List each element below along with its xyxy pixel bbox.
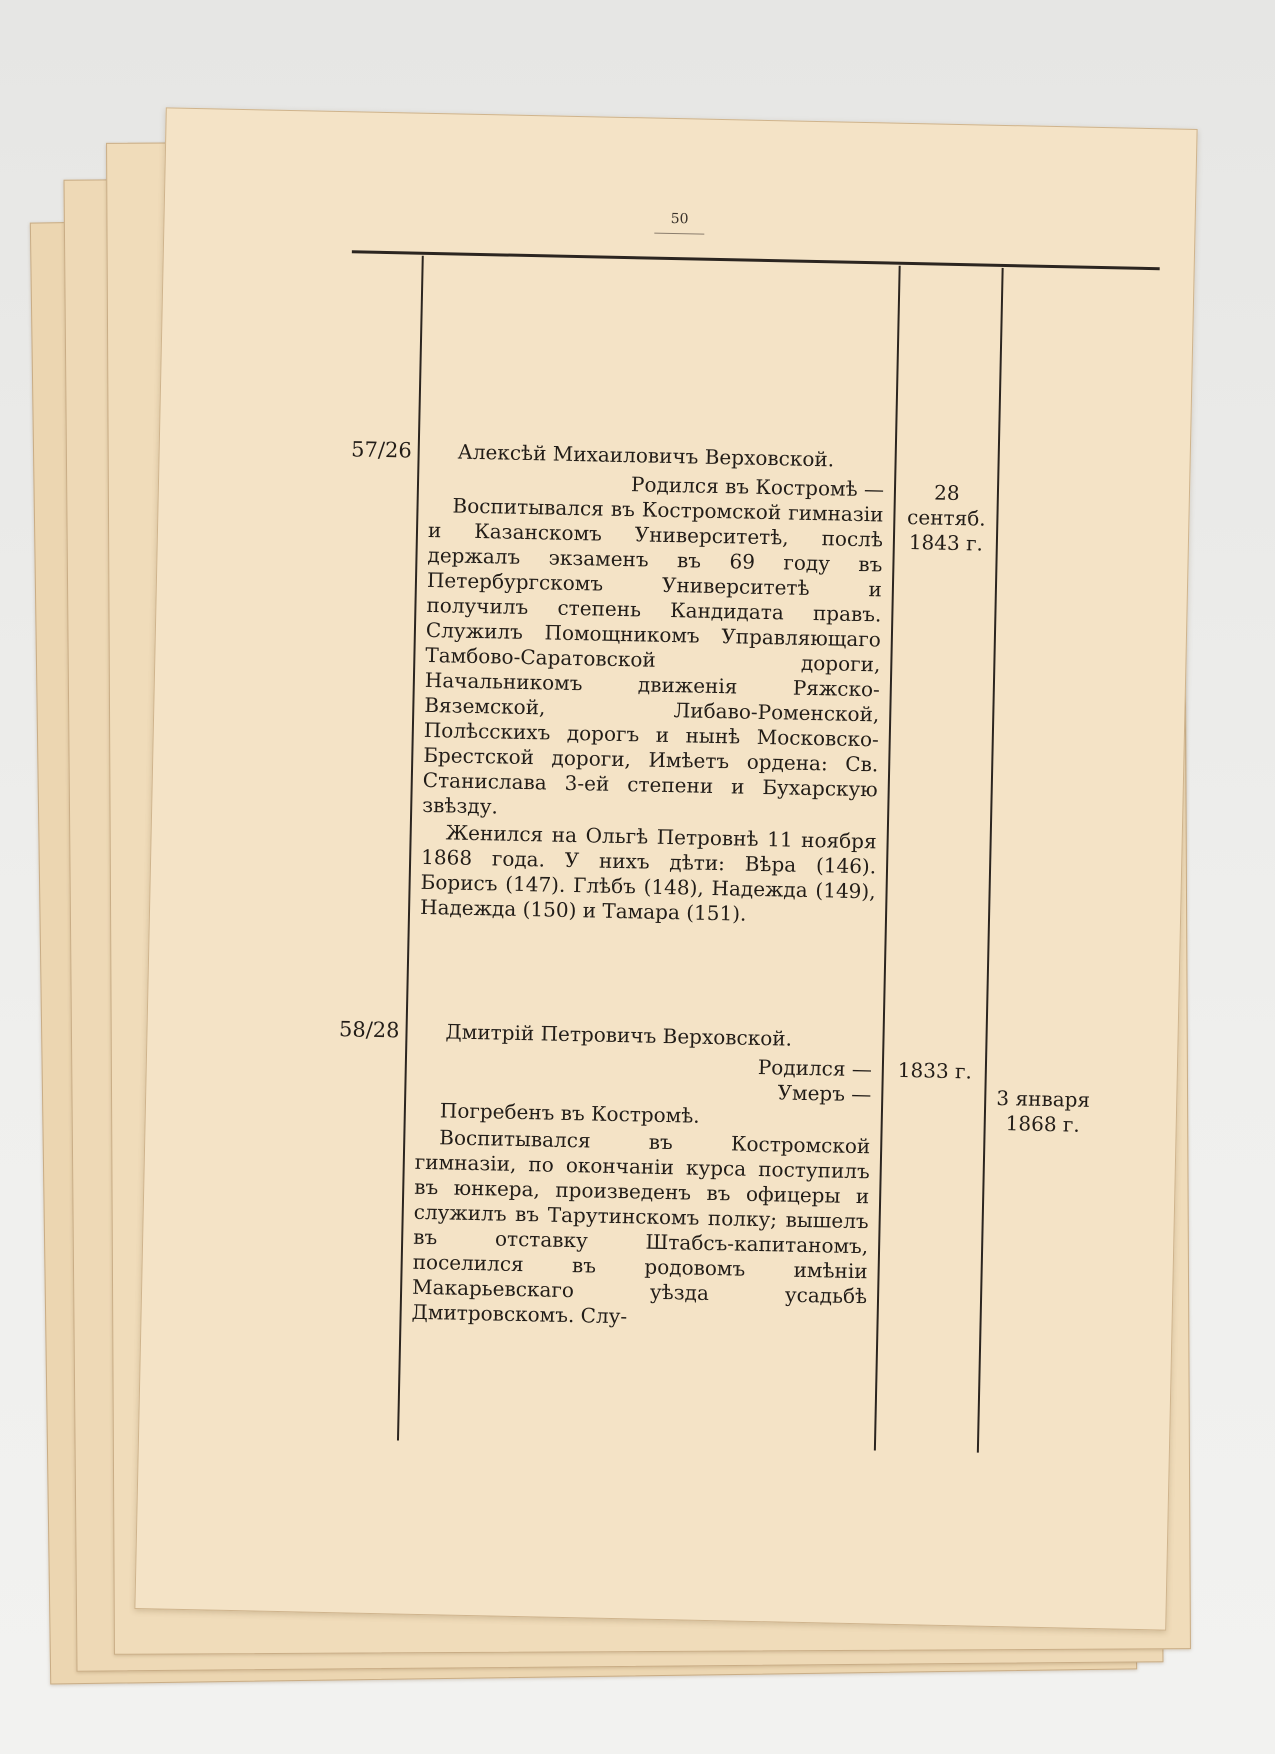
- birth-date: [896, 480, 998, 557]
- book-page: [134, 107, 1197, 1630]
- death-date: [987, 1086, 1098, 1138]
- born-label: Родился въ Костромѣ —: [630, 472, 885, 502]
- entry-body: [420, 439, 885, 929]
- entry-number: 58/28: [338, 1017, 400, 1043]
- table-header-rule: [352, 250, 1160, 270]
- biography-paragraph: Воспитывался въ Костромской гимназіи, по окончаніи курса поступилъ въ юнкера, произведенъ въ офицеры и служилъ въ Тарутинскомъ полку; вышелъ въ отставку Штабсъ-капитаномъ, поселился въ родовомъ имѣніи Макарьевскаго уѣзда усадьбѣ Дмитровскомъ. Слу-: [411, 1125, 871, 1329]
- biography-paragraph: Погребенъ въ Костромѣ.: [439, 1098, 700, 1128]
- biography-paragraph: Женился на Ольгѣ Петровнѣ 11 ноября 1868 года. У нихъ дѣти: Вѣра (146). Борисъ (147). Глѣбъ (148), Надежда (149), Надежда (150) и Тамара (151).: [419, 820, 877, 926]
- born-label: Родился —: [757, 1054, 873, 1082]
- entry-body: [411, 1019, 872, 1334]
- page-number: 50: [164, 200, 1194, 245]
- person-name: Алексѣй Михаиловичъ Верховской.: [457, 439, 835, 472]
- column-divider-text: [874, 266, 901, 1451]
- column-divider-birth-date: [977, 268, 1004, 1453]
- biography-paragraph: Воспитывался въ Костромской гимназіи и Казанскомъ Университетѣ, послѣ держалъ экзаменъ въ 69 году въ Петербургскомъ Университетѣ и получилъ степень Кандидата правъ. Служилъ Помощникомъ Управляющаго Тамбово-Саратовской дороги, Начальникомъ движенія Ряжско-Вяземской, Либаво-Роменской, Полѣсскихъ дорогъ и нынѣ Московско-Брестской дороги, Имѣетъ ордена: Св. Станислава 3-ей степени и Бухарскую звѣзду.: [422, 493, 884, 819]
- person-name: Дмитрій Петровичъ Верховской.: [445, 1019, 793, 1051]
- birth-date-line: 28 сентяб.: [906, 480, 986, 531]
- birth-date-line: 1843 г.: [908, 530, 984, 556]
- death-date-line: 3 января: [996, 1085, 1091, 1112]
- died-label: Умеръ —: [777, 1080, 872, 1107]
- birth-date-line: 1833 г.: [897, 1057, 973, 1084]
- entry-number: 57/26: [350, 437, 412, 463]
- death-date-line: 1868 г.: [1005, 1111, 1081, 1137]
- birth-date: [885, 1058, 986, 1085]
